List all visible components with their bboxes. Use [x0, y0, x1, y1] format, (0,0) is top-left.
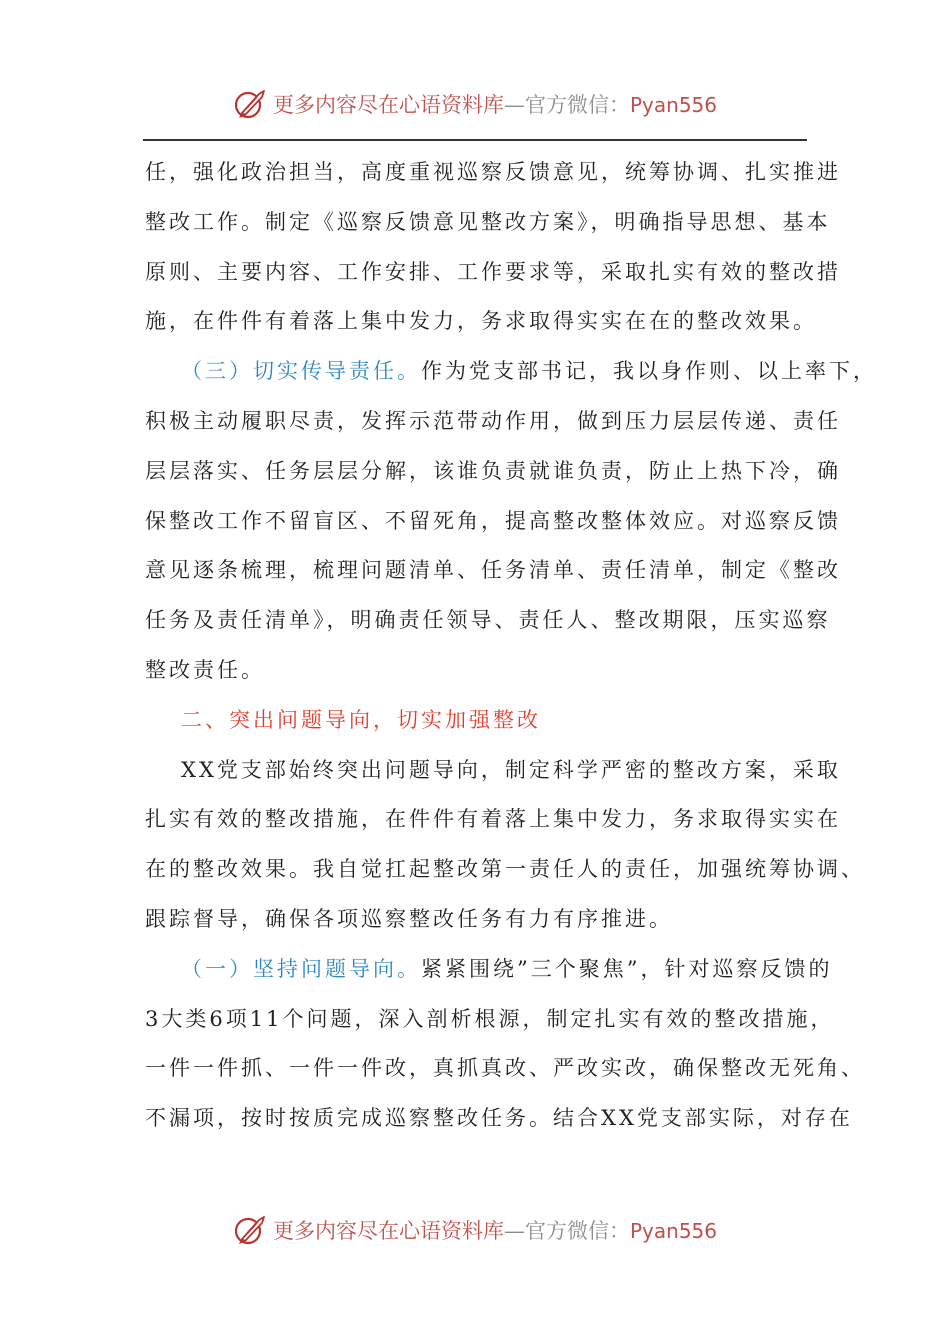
body-line: 积极主动履职尽责，发挥示范带动作用，做到压力层层传递、责任 — [145, 408, 841, 433]
subsection-heading: （三）切实传导责任。 — [181, 359, 421, 384]
pen-logo-icon — [233, 86, 269, 122]
banner-text — [273, 89, 717, 119]
body-line: 扎实有效的整改措施，在件件有着落上集中发力，务求取得实实在 — [145, 807, 841, 832]
pen-logo-icon — [233, 1212, 269, 1248]
banner-dash: — — [503, 93, 525, 117]
body-line: 层层落实、任务层层分解，该谁负责就谁负责，防止上热下冷，确 — [145, 458, 841, 483]
section-heading: 二、突出问题导向，切实加强整改 — [181, 707, 541, 732]
banner-site-name: 更多内容尽在心语资料库 — [272, 93, 504, 117]
banner-site-name: 更多内容尽在心语资料库 — [272, 1219, 504, 1243]
banner-text — [273, 1215, 717, 1245]
body-line: 保整改工作不留盲区、不留死角，提高整改整体效应。对巡察反馈 — [145, 508, 841, 533]
header-banner — [0, 84, 950, 124]
body-line: 跟踪督导，确保各项巡察整改任务有力有序推进。 — [145, 906, 673, 931]
body-line: 在的整改效果。我自觉扛起整改第一责任人的责任，加强统筹协调、 — [145, 857, 865, 882]
paragraph-first-line — [145, 347, 877, 397]
body-line: 任，强化政治担当，高度重视巡察反馈意见，统筹协调、扎实推进 — [145, 160, 841, 184]
header-divider — [143, 139, 807, 141]
body-line: 原则、主要内容、工作安排、工作要求等，采取扎实有效的整改措 — [145, 259, 841, 284]
body-line: 任务及责任清单》，明确责任领导、责任人、整改期限，压实巡察 — [145, 608, 831, 633]
body-line: 不漏项，按时按质完成巡察整改任务。结合XX党支部实际，对存在 — [145, 1106, 853, 1131]
paragraph-first-line — [145, 945, 833, 995]
body-line: 整改工作。制定《巡察反馈意见整改方案》，明确指导思想、基本 — [145, 209, 831, 234]
body-line: 3大类6项11个问题，深入剖析根源，制定扎实有效的整改措施， — [145, 1006, 835, 1031]
body-line: 意见逐条梳理，梳理问题清单、任务清单、责任清单，制定《整改 — [145, 558, 841, 583]
banner-wechat-label: 官方微信： — [524, 93, 630, 117]
banner-wechat-label: 官方微信： — [524, 1219, 630, 1243]
banner-wechat-id: Pyan556 — [629, 1219, 717, 1243]
banner-dash: — — [503, 1219, 525, 1243]
subsection-heading: （一）坚持问题导向。 — [181, 956, 421, 981]
body-text: 作为党支部书记，我以身作则、以上率下， — [421, 359, 877, 384]
footer-banner — [0, 1210, 950, 1250]
body-line: 整改责任。 — [145, 657, 265, 682]
body-text: 紧紧围绕”三个聚焦”，针对巡察反馈的 — [421, 956, 833, 981]
paragraph-first-line: XX党支部始终突出问题导向，制定科学严密的整改方案，采取 — [181, 757, 841, 782]
body-line: 一件一件抓、一件一件改，真抓真改、严改实改，确保整改无死角、 — [145, 1056, 865, 1081]
document-body — [145, 148, 877, 1144]
banner-wechat-id: Pyan556 — [629, 93, 717, 117]
body-line: 施，在件件有着落上集中发力，务求取得实实在在的整改效果。 — [145, 309, 817, 334]
